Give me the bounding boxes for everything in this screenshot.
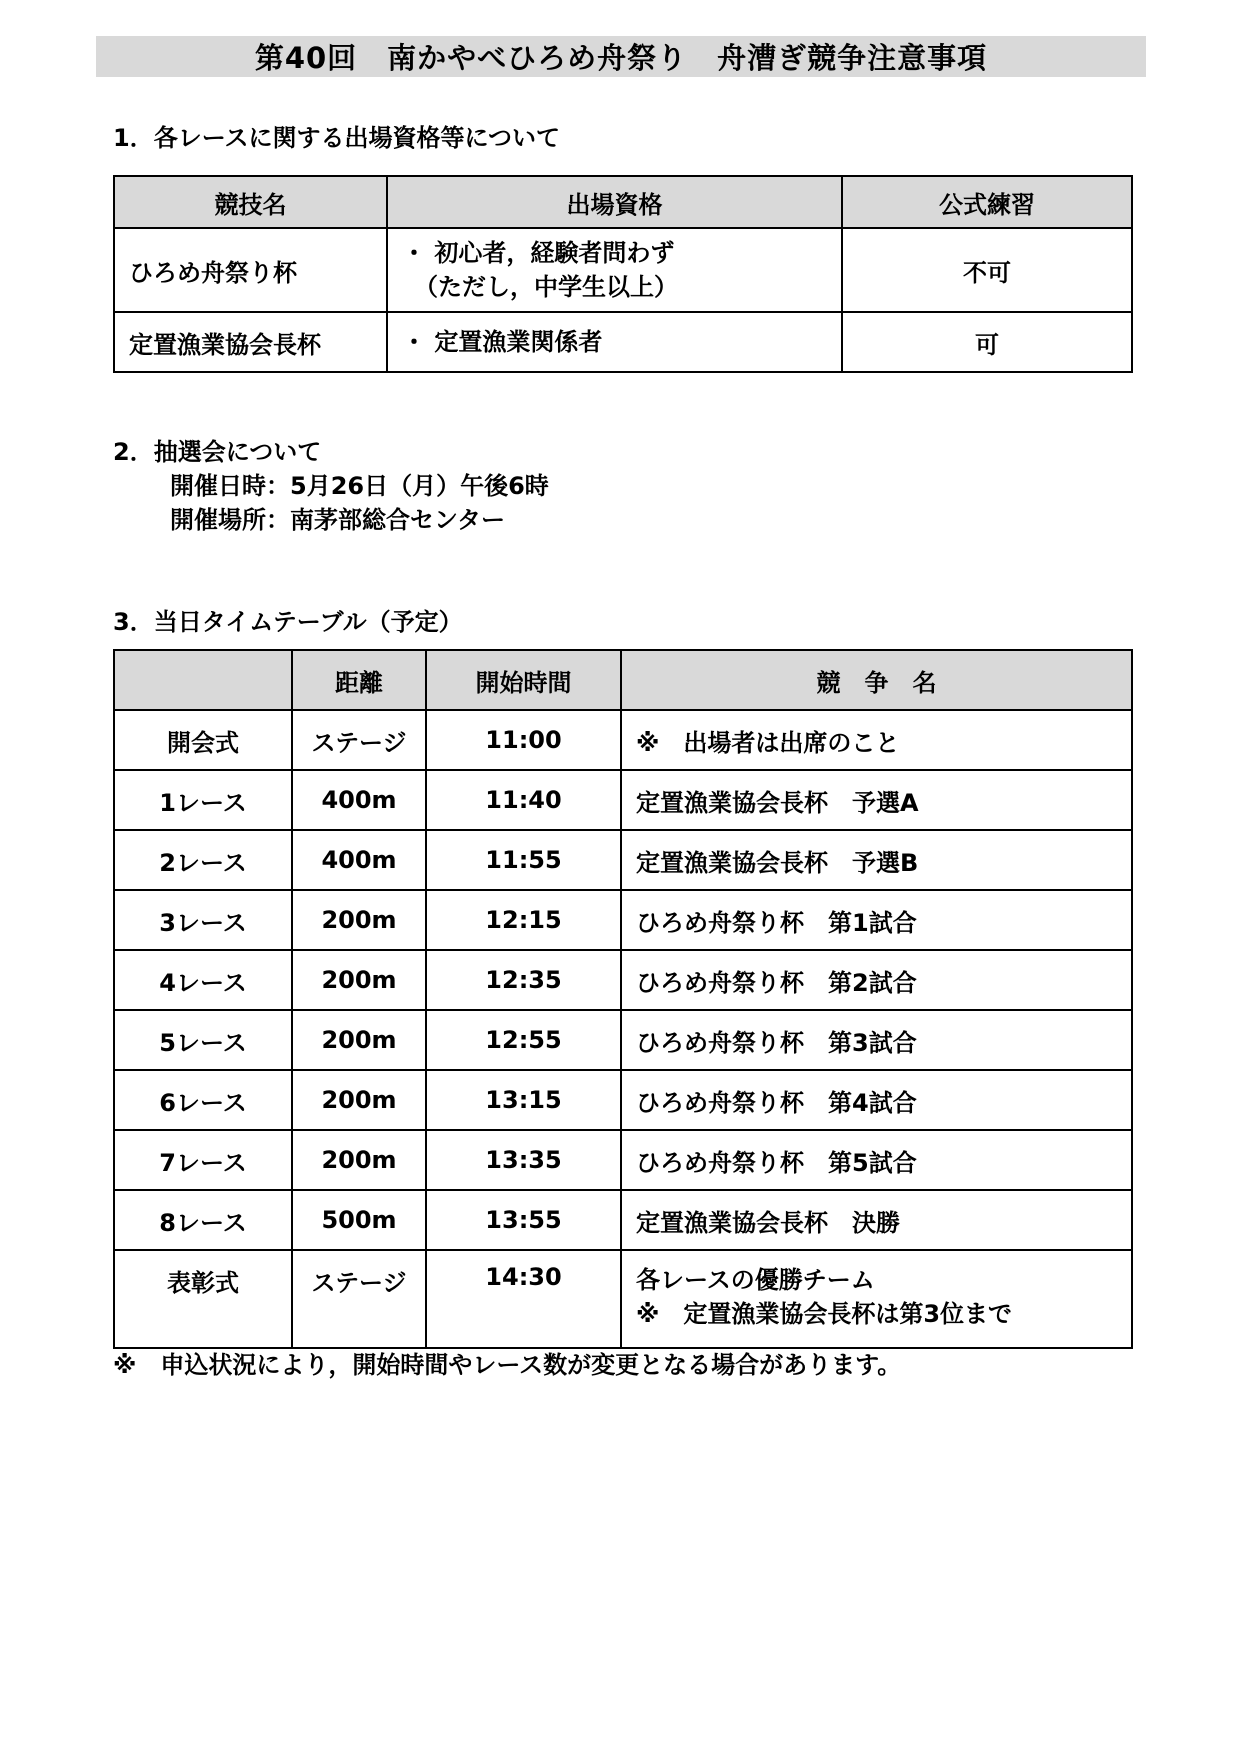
- table-row: [114, 830, 1132, 890]
- lottery-place: 開催場所：南茅部総合センター: [170, 506, 506, 534]
- table-row: [114, 1070, 1132, 1130]
- event-name: ひろめ舟祭り杯: [114, 228, 387, 312]
- header-event-name: 競技名: [114, 176, 387, 228]
- table-row: [114, 228, 1132, 312]
- section2-heading: 2．抽選会について: [113, 438, 322, 466]
- race-name: 定置漁業協会長杯 決勝: [621, 1190, 1132, 1250]
- race-distance: 500m: [292, 1190, 426, 1250]
- race-distance: 200m: [292, 1130, 426, 1190]
- practice-cell: 不可: [842, 228, 1132, 312]
- race-time: 12:15: [426, 890, 621, 950]
- race-distance: 400m: [292, 830, 426, 890]
- race-time: 11:55: [426, 830, 621, 890]
- table-row: [114, 890, 1132, 950]
- table-row: [114, 1130, 1132, 1190]
- race-time: 12:55: [426, 1010, 621, 1070]
- race-time: 12:35: [426, 950, 621, 1010]
- header-start-time: 開始時間: [426, 650, 621, 710]
- header-blank: [114, 650, 292, 710]
- event-name: 定置漁業協会長杯: [114, 312, 387, 372]
- race-distance: 200m: [292, 890, 426, 950]
- table-row: [114, 312, 1132, 372]
- race-label: 5レース: [114, 1010, 292, 1070]
- race-label: 開会式: [114, 710, 292, 770]
- header-eligibility: 出場資格: [387, 176, 842, 228]
- race-name: ※ 出場者は出席のこと: [621, 710, 1132, 770]
- document-title: 第40回 南かやべひろめ舟祭り 舟漕ぎ競争注意事項: [96, 36, 1146, 77]
- race-name: ひろめ舟祭り杯 第2試合: [621, 950, 1132, 1010]
- race-label: 3レース: [114, 890, 292, 950]
- eligibility-cell: ・ 定置漁業関係者: [387, 312, 842, 372]
- race-name: ひろめ舟祭り杯 第5試合: [621, 1130, 1132, 1190]
- race-name: 定置漁業協会長杯 予選A: [621, 770, 1132, 830]
- lottery-date: 開催日時：5月26日（月）午後6時: [170, 472, 549, 500]
- race-label: 7レース: [114, 1130, 292, 1190]
- race-distance: ステージ: [292, 710, 426, 770]
- table-row: [114, 1190, 1132, 1250]
- header-distance: 距離: [292, 650, 426, 710]
- race-name: ひろめ舟祭り杯 第3試合: [621, 1010, 1132, 1070]
- race-time: 14:30: [426, 1250, 621, 1348]
- footnote: ※ 申込状況により，開始時間やレース数が変更となる場合があります。: [113, 1351, 902, 1379]
- race-time: 11:40: [426, 770, 621, 830]
- table-row: [114, 950, 1132, 1010]
- race-label: 2レース: [114, 830, 292, 890]
- practice-cell: 可: [842, 312, 1132, 372]
- header-race-name: 競 争 名: [621, 650, 1132, 710]
- race-label: 4レース: [114, 950, 292, 1010]
- race-distance: ステージ: [292, 1250, 426, 1348]
- race-time: 11:00: [426, 710, 621, 770]
- section3-heading: 3．当日タイムテーブル（予定）: [113, 608, 463, 636]
- race-distance: 400m: [292, 770, 426, 830]
- race-distance: 200m: [292, 1010, 426, 1070]
- race-name: 定置漁業協会長杯 予選B: [621, 830, 1132, 890]
- race-label: 表彰式: [114, 1250, 292, 1348]
- race-name: ひろめ舟祭り杯 第4試合: [621, 1070, 1132, 1130]
- race-time: 13:35: [426, 1130, 621, 1190]
- race-distance: 200m: [292, 950, 426, 1010]
- eligibility-table: [113, 175, 1133, 373]
- race-time: 13:55: [426, 1190, 621, 1250]
- table-row: [114, 1010, 1132, 1070]
- race-label: 1レース: [114, 770, 292, 830]
- race-name: 各レースの優勝チーム ※ 定置漁業協会長杯は第3位まで: [621, 1250, 1132, 1348]
- table-row: [114, 710, 1132, 770]
- race-time: 13:15: [426, 1070, 621, 1130]
- race-distance: 200m: [292, 1070, 426, 1130]
- table-row: [114, 1250, 1132, 1348]
- table-row: [114, 770, 1132, 830]
- section1-heading: 1．各レースに関する出場資格等について: [113, 124, 561, 152]
- timetable: [113, 649, 1133, 1349]
- race-label: 6レース: [114, 1070, 292, 1130]
- header-practice: 公式練習: [842, 176, 1132, 228]
- race-name: ひろめ舟祭り杯 第1試合: [621, 890, 1132, 950]
- eligibility-cell: ・ 初心者，経験者問わず （ただし，中学生以上）: [387, 228, 842, 312]
- race-label: 8レース: [114, 1190, 292, 1250]
